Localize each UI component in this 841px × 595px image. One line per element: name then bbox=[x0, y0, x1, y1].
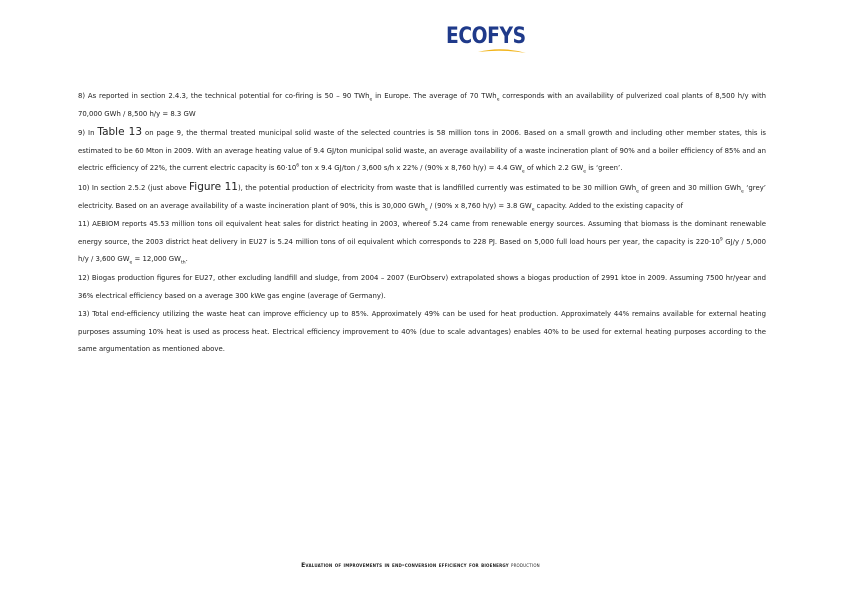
text-run: . bbox=[185, 255, 188, 264]
text-run: · bbox=[285, 164, 288, 173]
text-run: ‘grey’ electricity. Based on an average availability of a waste incineration plant of 90%, this is 30,000 GWh bbox=[78, 183, 766, 210]
text-run: e bbox=[424, 206, 428, 212]
footnote-paragraph bbox=[78, 88, 766, 123]
text-run: 10) In section 2.5.2 (just above bbox=[78, 183, 189, 192]
text-run: e bbox=[636, 189, 639, 195]
footnote-paragraph bbox=[78, 306, 766, 359]
text-run: is ‘green’. bbox=[586, 164, 623, 173]
text-run: 8) As reported in section 2.4.3, the technical potential for co-firing is 50 – 90 TWh bbox=[78, 92, 370, 100]
footnote-paragraph bbox=[78, 124, 766, 178]
text-run: th bbox=[180, 260, 186, 266]
text-run: 10 bbox=[287, 164, 297, 173]
text-run: of which 2.2 GW bbox=[524, 164, 584, 173]
text-run: = 12,000 GW bbox=[132, 255, 181, 264]
text-run: capacity. Added to the existing capacity of bbox=[534, 201, 684, 210]
text-run: of green and 30 million GWh bbox=[638, 183, 742, 192]
text-run: on page 9, the thermal treated municipal solid waste of the selected countries is 58 million tons in 2006. Based on a small growth and including other member states, this is estimated to be 60 Mton in 2009. With an average heating value of 9.4 GJ/ton municipal solid waste, an average availability of a waste incineration plant of 90% and a boiler efficiency of 85% and an electric efficiency of 22%, the current electric capacity is 60 bbox=[78, 129, 766, 173]
text-run: e bbox=[521, 169, 525, 175]
footnote-paragraph bbox=[78, 179, 766, 215]
text-run: in Europe. The average of 70 TWh bbox=[372, 92, 497, 100]
page-footer bbox=[0, 562, 841, 569]
ecofys-logo bbox=[446, 24, 528, 58]
text-run: ton x 9.4 GJ/ton / 3,600 s/h x 22% / (90% x 8,760 h/y) = 4.4 GW bbox=[299, 164, 522, 173]
logo-text: ECOFYS bbox=[446, 24, 526, 49]
footnote-paragraph bbox=[78, 216, 766, 269]
text-run: corresponds with an availability of pulverized coal plants of 8,500 h/y with 70,000 GWh / 8,500 h/y = 8.3 GW bbox=[78, 92, 767, 118]
text-run: e bbox=[369, 97, 373, 103]
cross-reference: Figure 11 bbox=[189, 180, 238, 193]
cross-reference: Table 13 bbox=[97, 126, 143, 139]
text-run: 12) Biogas production figures for EU27, other excluding landfill and sludge, from 2004 – 2007 (EurObserv) extrapolated shows a biogas production of 2991 ktoe in 2009. Assuming 7500 hr/year and 36% electrical efficiency based on a average 300 kWe gas engine (average of Germany). bbox=[78, 273, 766, 300]
text-run: ), the potential production of electricity from waste that is landfilled currently was estimated to be 30 million GWh bbox=[237, 183, 637, 192]
text-run: 11) AEBIOM reports 45.53 million tons oil equivalent heat sales for district heating in 2003, whereof 5.24 came from renewable energy sources. Assuming that biomass is the dominant renewable energy source, the 2003 district heat delivery in EU27 is 5.24 million tons of oil equivalent which corresponds to 228 PJ. Based on 5,000 full load hours per year, the capacity is 220 bbox=[78, 220, 766, 246]
text-run: e bbox=[531, 206, 535, 212]
footnotes-body bbox=[78, 88, 766, 360]
text-run: e bbox=[741, 189, 744, 195]
text-run: 6 bbox=[296, 164, 300, 170]
logo-swoosh-icon bbox=[476, 46, 528, 56]
text-run: e bbox=[583, 169, 587, 175]
footer-title-tail: production bbox=[510, 562, 540, 569]
text-run: / (90% x 8,760 h/y) = 3.8 GW bbox=[427, 201, 532, 210]
text-run: 9) In bbox=[78, 129, 98, 138]
text-run: 10 bbox=[711, 237, 720, 246]
text-run: e bbox=[496, 97, 500, 103]
text-run: e bbox=[129, 260, 133, 266]
text-run: 9 bbox=[719, 237, 723, 243]
footer-title: Evaluation of improvements in end-conversion efficiency for bioenergy bbox=[301, 562, 509, 569]
text-run: 13) Total end-efficiency utilizing the waste heat can improve efficiency up to 85%. Approximately 49% can be used for heat production. Approximately 44% remains available for external heating purposes assuming 10% heat is used as process heat. Electrical efficiency improvement to 40% (due to scale advantages) enables 40% to be used for external heating purposes according to the same argumentation as mentioned above. bbox=[78, 310, 766, 354]
text-run: GJ/y / 5,000 h/y / 3,600 GW bbox=[78, 237, 766, 264]
footnote-paragraph bbox=[78, 270, 766, 305]
text-run: · bbox=[708, 237, 712, 246]
